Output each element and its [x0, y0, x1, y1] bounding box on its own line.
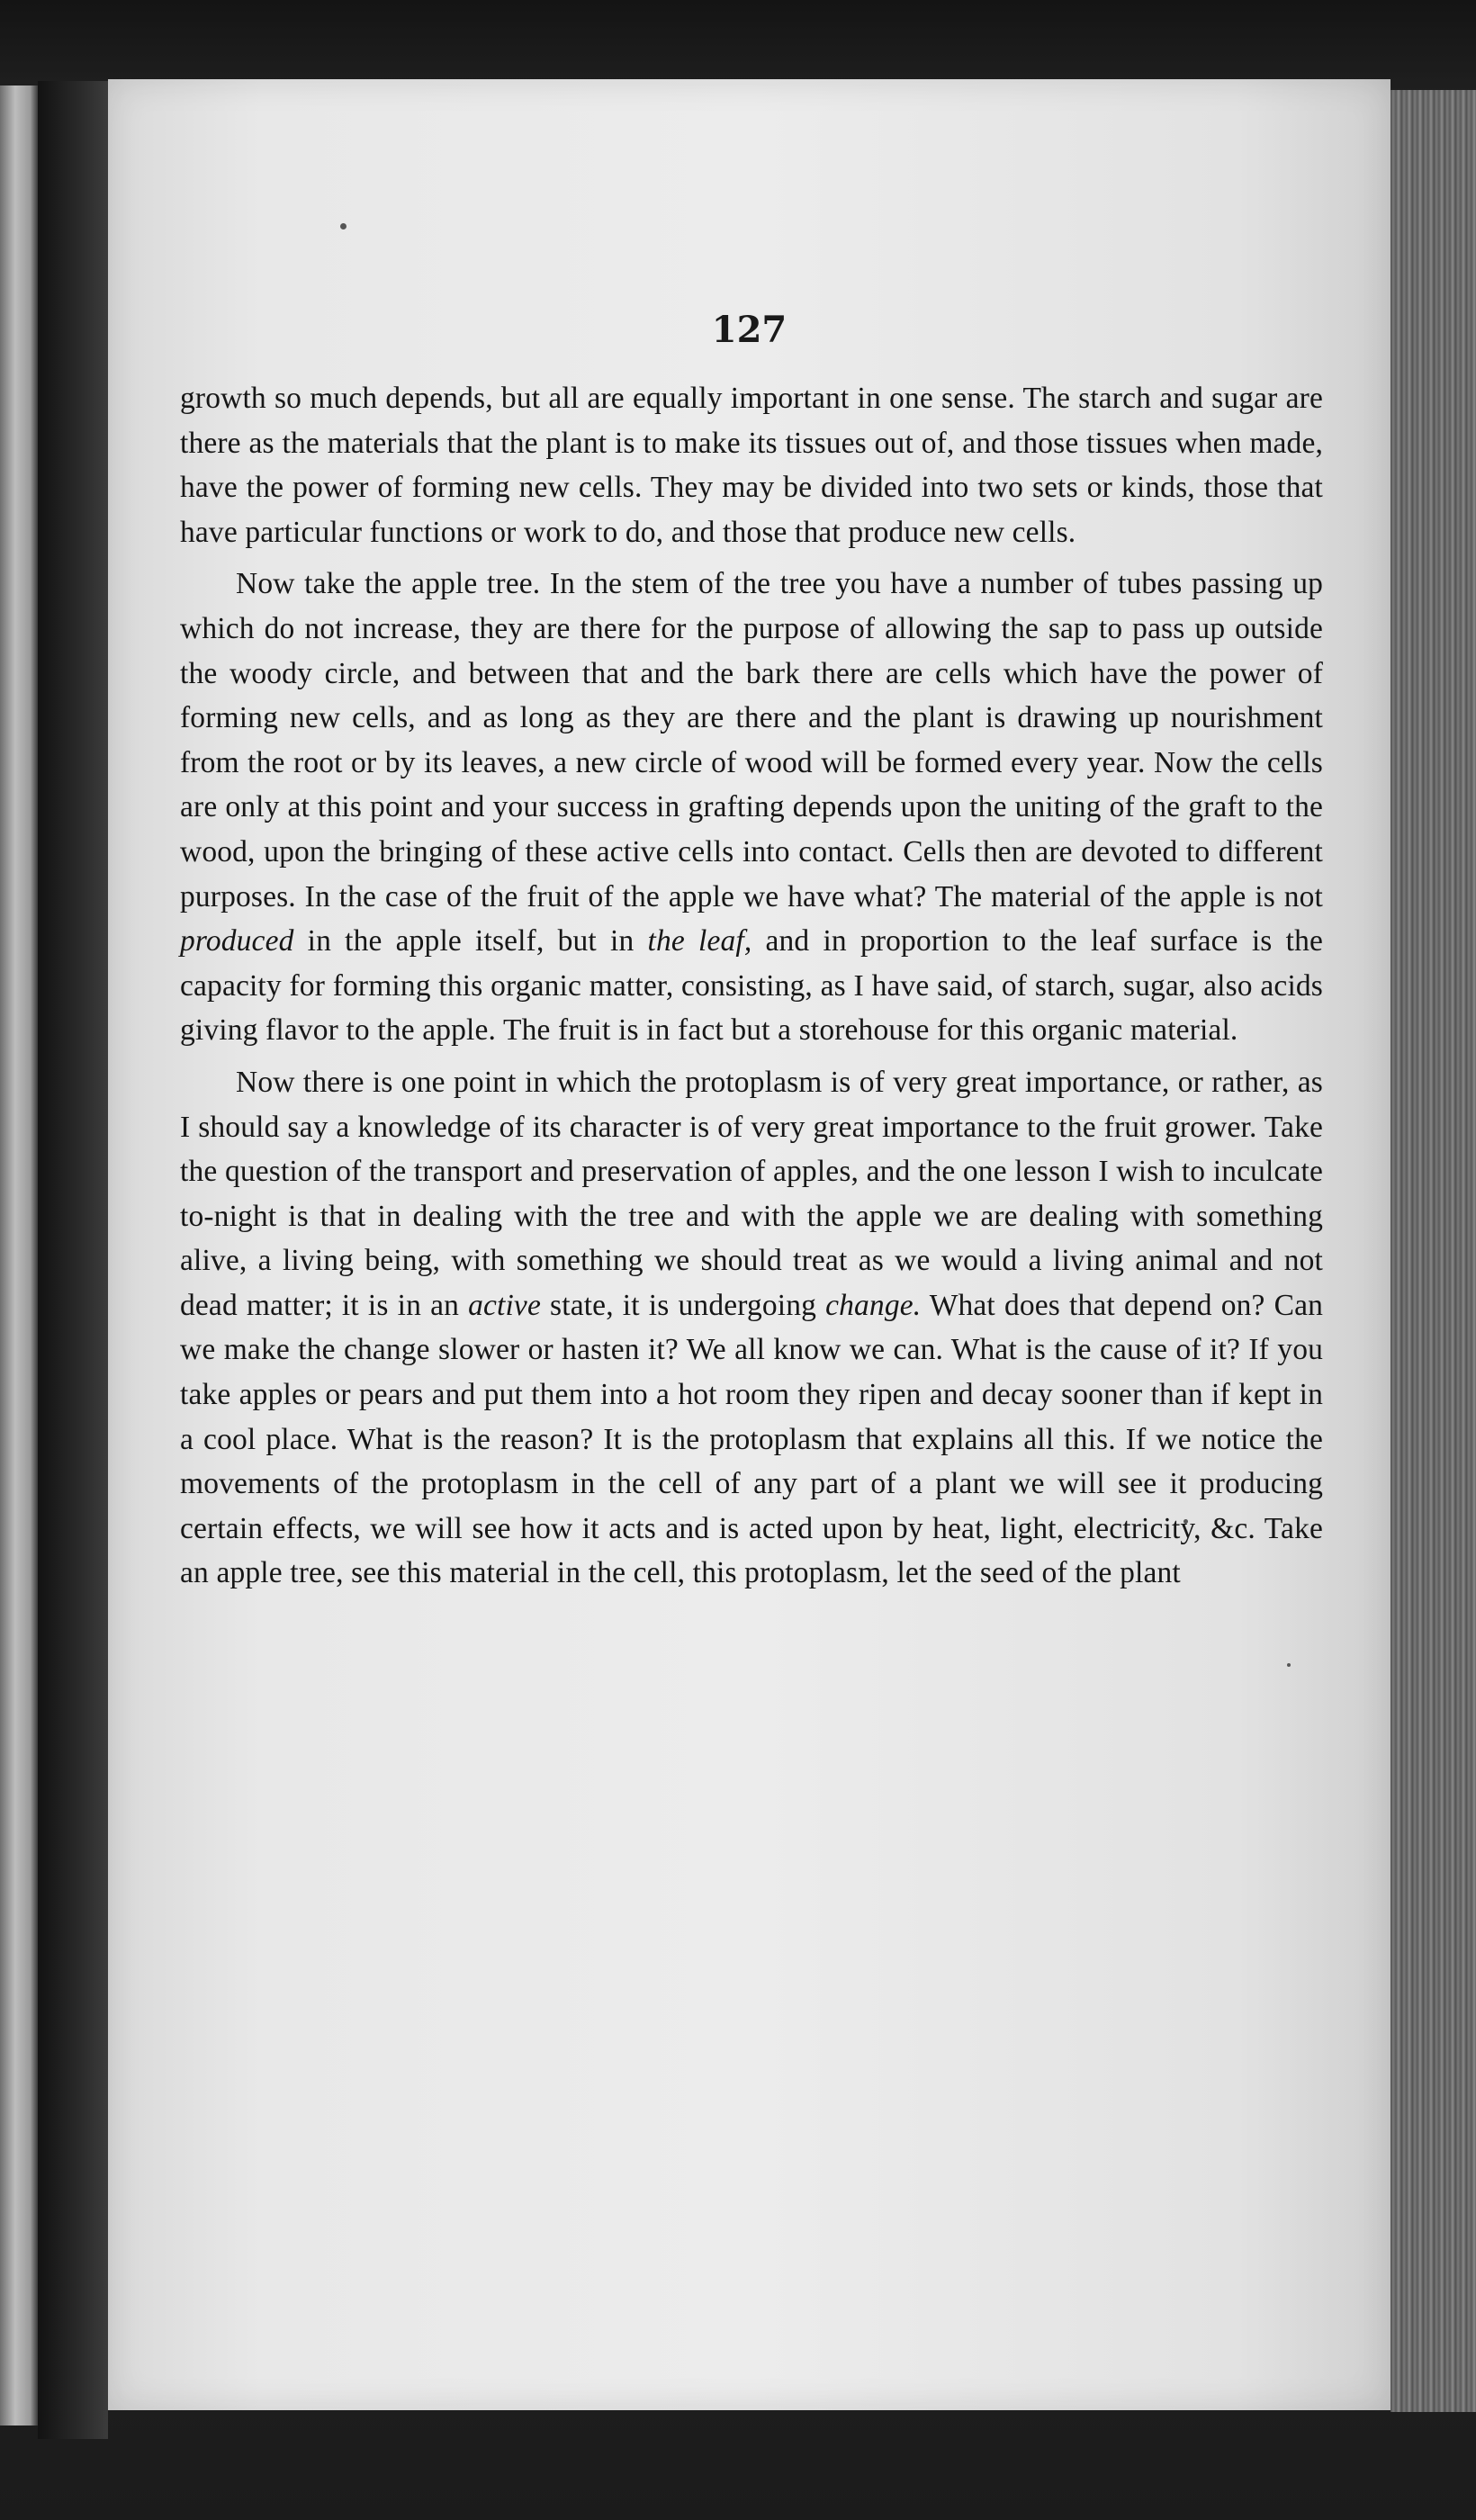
left-page-edge — [0, 86, 38, 2426]
text-run: in the apple itself, but in — [293, 924, 648, 958]
paragraph-2 — [180, 562, 1323, 1053]
italic-text: active — [468, 1288, 541, 1322]
paragraph-3 — [180, 1060, 1323, 1596]
italic-text: change. — [825, 1288, 922, 1322]
page-number: 127 — [711, 309, 788, 351]
book-gutter — [38, 81, 108, 2439]
text-run: Now take the apple tree. In the stem of the tree you have a number of tubes passing up which do not increase, they are there for the purpose of allowing the sap to pass up outside the woody circle, and between that and the bark there are cells which have the power of forming new cells, and as long as they are there and the plant is drawing up nourishment from the root or by its leaves, a new circle of wood will be formed every year. Now the cells are only at this point and your success in grafting depends upon the uniting of the graft to the wood, upon the bringing of these active cells into contact. Cells then are devoted to different purposes. In the case of the fruit of the apple we have what? The material of the apple is not — [180, 567, 1323, 914]
italic-text: produced — [180, 924, 294, 958]
paragraph-1 — [180, 376, 1323, 554]
italic-text: the leaf, — [647, 924, 752, 958]
body-text — [180, 376, 1323, 1596]
right-page-stack — [1390, 90, 1476, 2412]
text-run: Now there is one point in which the protoplasm is of very great importance, or rather, as I should say a knowledge of its character is of very great importance to the fruit grower. Take the question of the transport and preservation of apples, and the one lesson I wish to inculcate to-night is that in dealing with the tree and with the apple we are dealing with something alive, a living being, with something we should treat as we would a living animal and not dead matter; it is in an — [180, 1065, 1323, 1322]
text-run: state, it is undergoing — [540, 1288, 826, 1322]
text-run: growth so much depends, but all are equally important in one sense. The starch and sugar are there as the materials that the plant is to make its tissues out of, and those tissues when made, have the power of forming new cells. They may be divided into two sets or kinds, those that have particular functions or work to do, and those that produce new cells. — [180, 382, 1323, 549]
text-run: What does that depend on? Can we make the change slower or hasten it? We all know we can. What is the cause of it? If you take apples or pears and put them into a hot room they ripen and decay sooner than if kept in a cool place. What is the reason? It is the protoplasm that explains all this. If we notice the movements of the protoplasm in the cell of any part of a plant we will see it producing certain effects, we will see how it acts and is acted upon by heat, light, electricity, &c. Take an apple tree, see this material in the cell, this protoplasm, let the seed of the plant — [180, 1288, 1324, 1590]
text-run: and in proportion to the leaf surface is the capacity for forming this organic matter, consisting, as I have said, of starch, sugar, also acids giving flavor to the apple. The fruit is in fact but a storehouse for this organic material. — [180, 924, 1323, 1048]
book-page — [108, 79, 1390, 2410]
